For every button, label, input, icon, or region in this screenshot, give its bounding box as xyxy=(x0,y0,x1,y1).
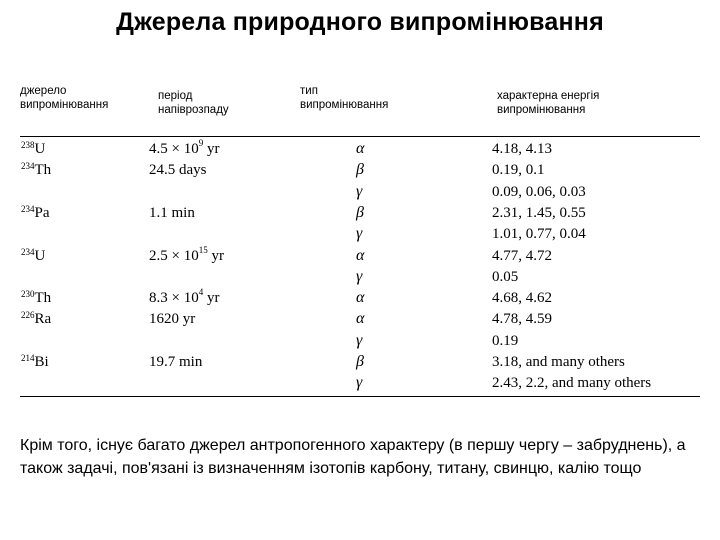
radiation-type-cell: γ xyxy=(356,225,363,243)
table-top-rule xyxy=(20,136,700,137)
half-life-unit: yr xyxy=(203,290,220,307)
energy-cell: 0.09, 0.06, 0.03 xyxy=(492,183,586,200)
isotope-mass-number: 238 xyxy=(21,140,35,150)
isotope-mass-number: 226 xyxy=(21,310,35,321)
body-paragraph: Крім того, існує багато джерел антропогенного характеру (в першу чергу – забруднень), а також задачі, пов'язані із визначенням ізотопів карбону, титану, свинцю, калію тощо xyxy=(20,437,686,477)
header-half-life-line2: напіврозпаду xyxy=(158,104,229,116)
radiation-type-cell: α xyxy=(356,310,365,328)
isotope-cell xyxy=(21,205,50,222)
energy-cell: 2.43, 2.2, and many others xyxy=(492,375,652,392)
energy-cell: 0.19 xyxy=(492,332,519,349)
energy-cell: 1.01, 0.77, 0.04 xyxy=(492,226,586,243)
header-half-life xyxy=(158,89,229,117)
isotope-element: U xyxy=(34,141,46,157)
header-energy-line1: характерна енергія xyxy=(497,90,600,102)
half-life-exponent: 9 xyxy=(198,138,204,148)
half-life-unit: yr xyxy=(207,247,224,264)
isotope-cell xyxy=(21,141,45,158)
radiation-type-cell: γ xyxy=(356,267,363,285)
isotope-mass-number: 230 xyxy=(21,289,35,300)
header-energy xyxy=(497,89,599,117)
radiation-type-cell: γ xyxy=(356,331,363,349)
radiation-type-cell: α xyxy=(356,140,365,157)
half-life-value: 1620 yr xyxy=(149,311,196,328)
header-half-life-line1: період xyxy=(158,90,193,102)
radiation-type-cell: β xyxy=(356,203,364,221)
radiation-type-cell: γ xyxy=(356,374,363,392)
half-life-exponent: 15 xyxy=(198,244,208,255)
isotope-cell xyxy=(21,162,51,179)
isotope-element: Th xyxy=(34,162,52,179)
radiation-type-cell: β xyxy=(356,161,364,179)
half-life-value: 24.5 days xyxy=(149,162,207,179)
half-life-value: 4.5 × 10 xyxy=(149,141,199,157)
isotope-mass-number: 214 xyxy=(21,353,35,363)
energy-cell: 4.77, 4.72 xyxy=(492,247,552,264)
isotope-mass-number: 234 xyxy=(21,161,35,172)
header-type-line1: тип xyxy=(300,85,318,97)
half-life-value: 8.3 × 10 xyxy=(149,290,199,307)
energy-cell: 3.18, and many others xyxy=(492,354,625,370)
page-title: Джерела природного випромінювання xyxy=(116,8,604,36)
isotope-cell xyxy=(21,311,51,328)
half-life-value: 2.5 × 10 xyxy=(149,247,199,264)
header-type xyxy=(300,84,388,112)
half-life-cell xyxy=(149,162,207,179)
half-life-cell xyxy=(149,205,195,222)
energy-cell: 4.68, 4.62 xyxy=(492,290,552,307)
energy-cell: 0.05 xyxy=(492,268,519,285)
isotope-mass-number: 234 xyxy=(21,203,35,214)
radiation-type-cell: β xyxy=(356,353,364,370)
half-life-cell xyxy=(149,354,202,371)
isotope-mass-number: 234 xyxy=(21,246,35,257)
table-bottom-rule xyxy=(20,396,700,397)
half-life-value: 1.1 min xyxy=(149,204,195,221)
isotope-element: Bi xyxy=(34,354,49,370)
isotope-cell xyxy=(21,248,45,265)
isotope-element: Pa xyxy=(34,204,50,221)
energy-cell: 2.31, 1.45, 0.55 xyxy=(492,204,586,221)
header-type-line2: випромінювання xyxy=(300,99,389,111)
isotope-element: Th xyxy=(34,290,52,307)
energy-cell: 4.78, 4.59 xyxy=(492,311,552,328)
header-source xyxy=(20,84,108,112)
header-source-line2: випромінювання xyxy=(20,99,109,111)
energy-cell: 0.19, 0.1 xyxy=(492,162,545,179)
isotope-element: U xyxy=(34,247,46,264)
isotope-cell xyxy=(21,354,49,371)
half-life-value: 19.7 min xyxy=(149,354,203,370)
half-life-cell xyxy=(149,244,224,265)
isotope-cell xyxy=(21,290,51,307)
half-life-cell xyxy=(149,311,195,328)
energy-cell: 4.18, 4.13 xyxy=(492,141,552,157)
isotope-element: Ra xyxy=(34,311,52,328)
half-life-exponent: 4 xyxy=(198,287,204,298)
header-source-line1: джерело xyxy=(20,85,67,97)
half-life-cell xyxy=(149,138,220,158)
radiation-type-cell: α xyxy=(356,289,365,307)
radiation-type-cell: γ xyxy=(356,182,363,200)
header-energy-line2: випромінювання xyxy=(497,104,586,116)
radiation-type-cell: α xyxy=(356,246,365,264)
half-life-cell xyxy=(149,287,220,307)
half-life-unit: yr xyxy=(203,141,220,157)
